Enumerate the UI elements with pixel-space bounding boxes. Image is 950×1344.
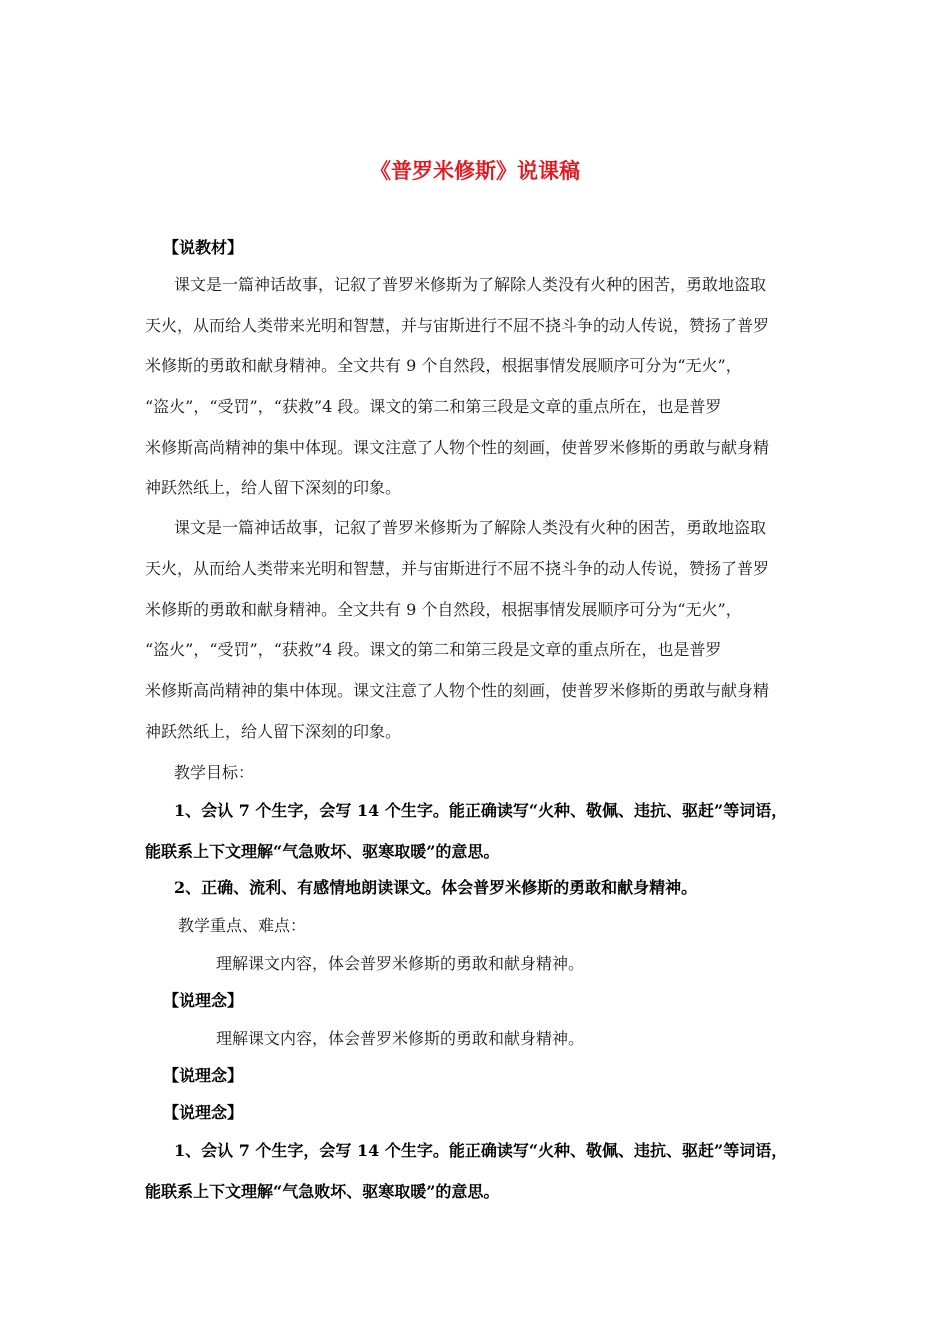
- paragraph-line: 天火，从而给人类带来光明和智慧，并与宙斯进行不屈不挠斗争的动人传说，赞扬了普罗: [145, 559, 770, 578]
- goal-line: 能联系上下文理解“气急败坏、驱寒取暖”的意思。: [145, 842, 500, 861]
- section-heading-textbook: 【说教材】: [163, 238, 244, 257]
- paragraph-line: 米修斯高尚精神的集中体现。课文注意了人物个性的刻画，使普罗米修斯的勇敢与献身精: [145, 681, 770, 700]
- paragraph-line: 米修斯高尚精神的集中体现。课文注意了人物个性的刻画，使普罗米修斯的勇敢与献身精: [145, 438, 770, 457]
- paragraph-line: 课文是一篇神话故事，记叙了普罗米修斯为了解除人类没有火种的困苦，勇敢地盗取: [174, 275, 767, 294]
- section-heading-philosophy: 【说理念】: [163, 1066, 244, 1085]
- philosophy-text: 理解课文内容，体会普罗米修斯的勇敢和献身精神。: [216, 1029, 585, 1048]
- paragraph-line: 神跃然纸上，给人留下深刻的印象。: [145, 722, 402, 741]
- goal-line: 1、会认 7 个生字，会写 14 个生字。能正确读写“火种、敬佩、违抗、驱赶”等词语，: [174, 1141, 788, 1160]
- paragraph-line: 天火，从而给人类带来光明和智慧，并与宙斯进行不屈不挠斗争的动人传说，赞扬了普罗: [145, 316, 770, 335]
- paragraph-line: “盗火”，“受罚”，“获救”4 段。课文的第二和第三段是文章的重点所在，也是普罗: [145, 640, 722, 659]
- document-title: 《普罗米修斯》说课稿: [370, 158, 580, 183]
- teaching-goals-label: 教学目标：: [174, 763, 255, 782]
- goal-line: 1、会认 7 个生字，会写 14 个生字。能正确读写“火种、敬佩、违抗、驱赶”等词语，: [174, 801, 788, 820]
- goal-line: 能联系上下文理解“气急败坏、驱寒取暖”的意思。: [145, 1182, 500, 1201]
- paragraph-line: 课文是一篇神话故事，记叙了普罗米修斯为了解除人类没有火种的困苦，勇敢地盗取: [174, 518, 767, 537]
- key-points-text: 理解课文内容，体会普罗米修斯的勇敢和献身精神。: [216, 954, 585, 973]
- paragraph-line: 米修斯的勇敢和献身精神。全文共有 9 个自然段，根据事情发展顺序可分为“无火”，: [145, 600, 742, 619]
- section-heading-philosophy: 【说理念】: [163, 1103, 244, 1122]
- goal-line: 2、正确、流利、有感情地朗读课文。体会普罗米修斯的勇敢和献身精神。: [174, 878, 698, 897]
- paragraph-line: “盗火”，“受罚”，“获救”4 段。课文的第二和第三段是文章的重点所在，也是普罗: [145, 397, 722, 416]
- paragraph-line: 神跃然纸上，给人留下深刻的印象。: [145, 478, 402, 497]
- paragraph-line: 米修斯的勇敢和献身精神。全文共有 9 个自然段，根据事情发展顺序可分为“无火”，: [145, 356, 742, 375]
- key-points-label: 教学重点、难点：: [178, 916, 307, 935]
- section-heading-philosophy: 【说理念】: [163, 991, 244, 1010]
